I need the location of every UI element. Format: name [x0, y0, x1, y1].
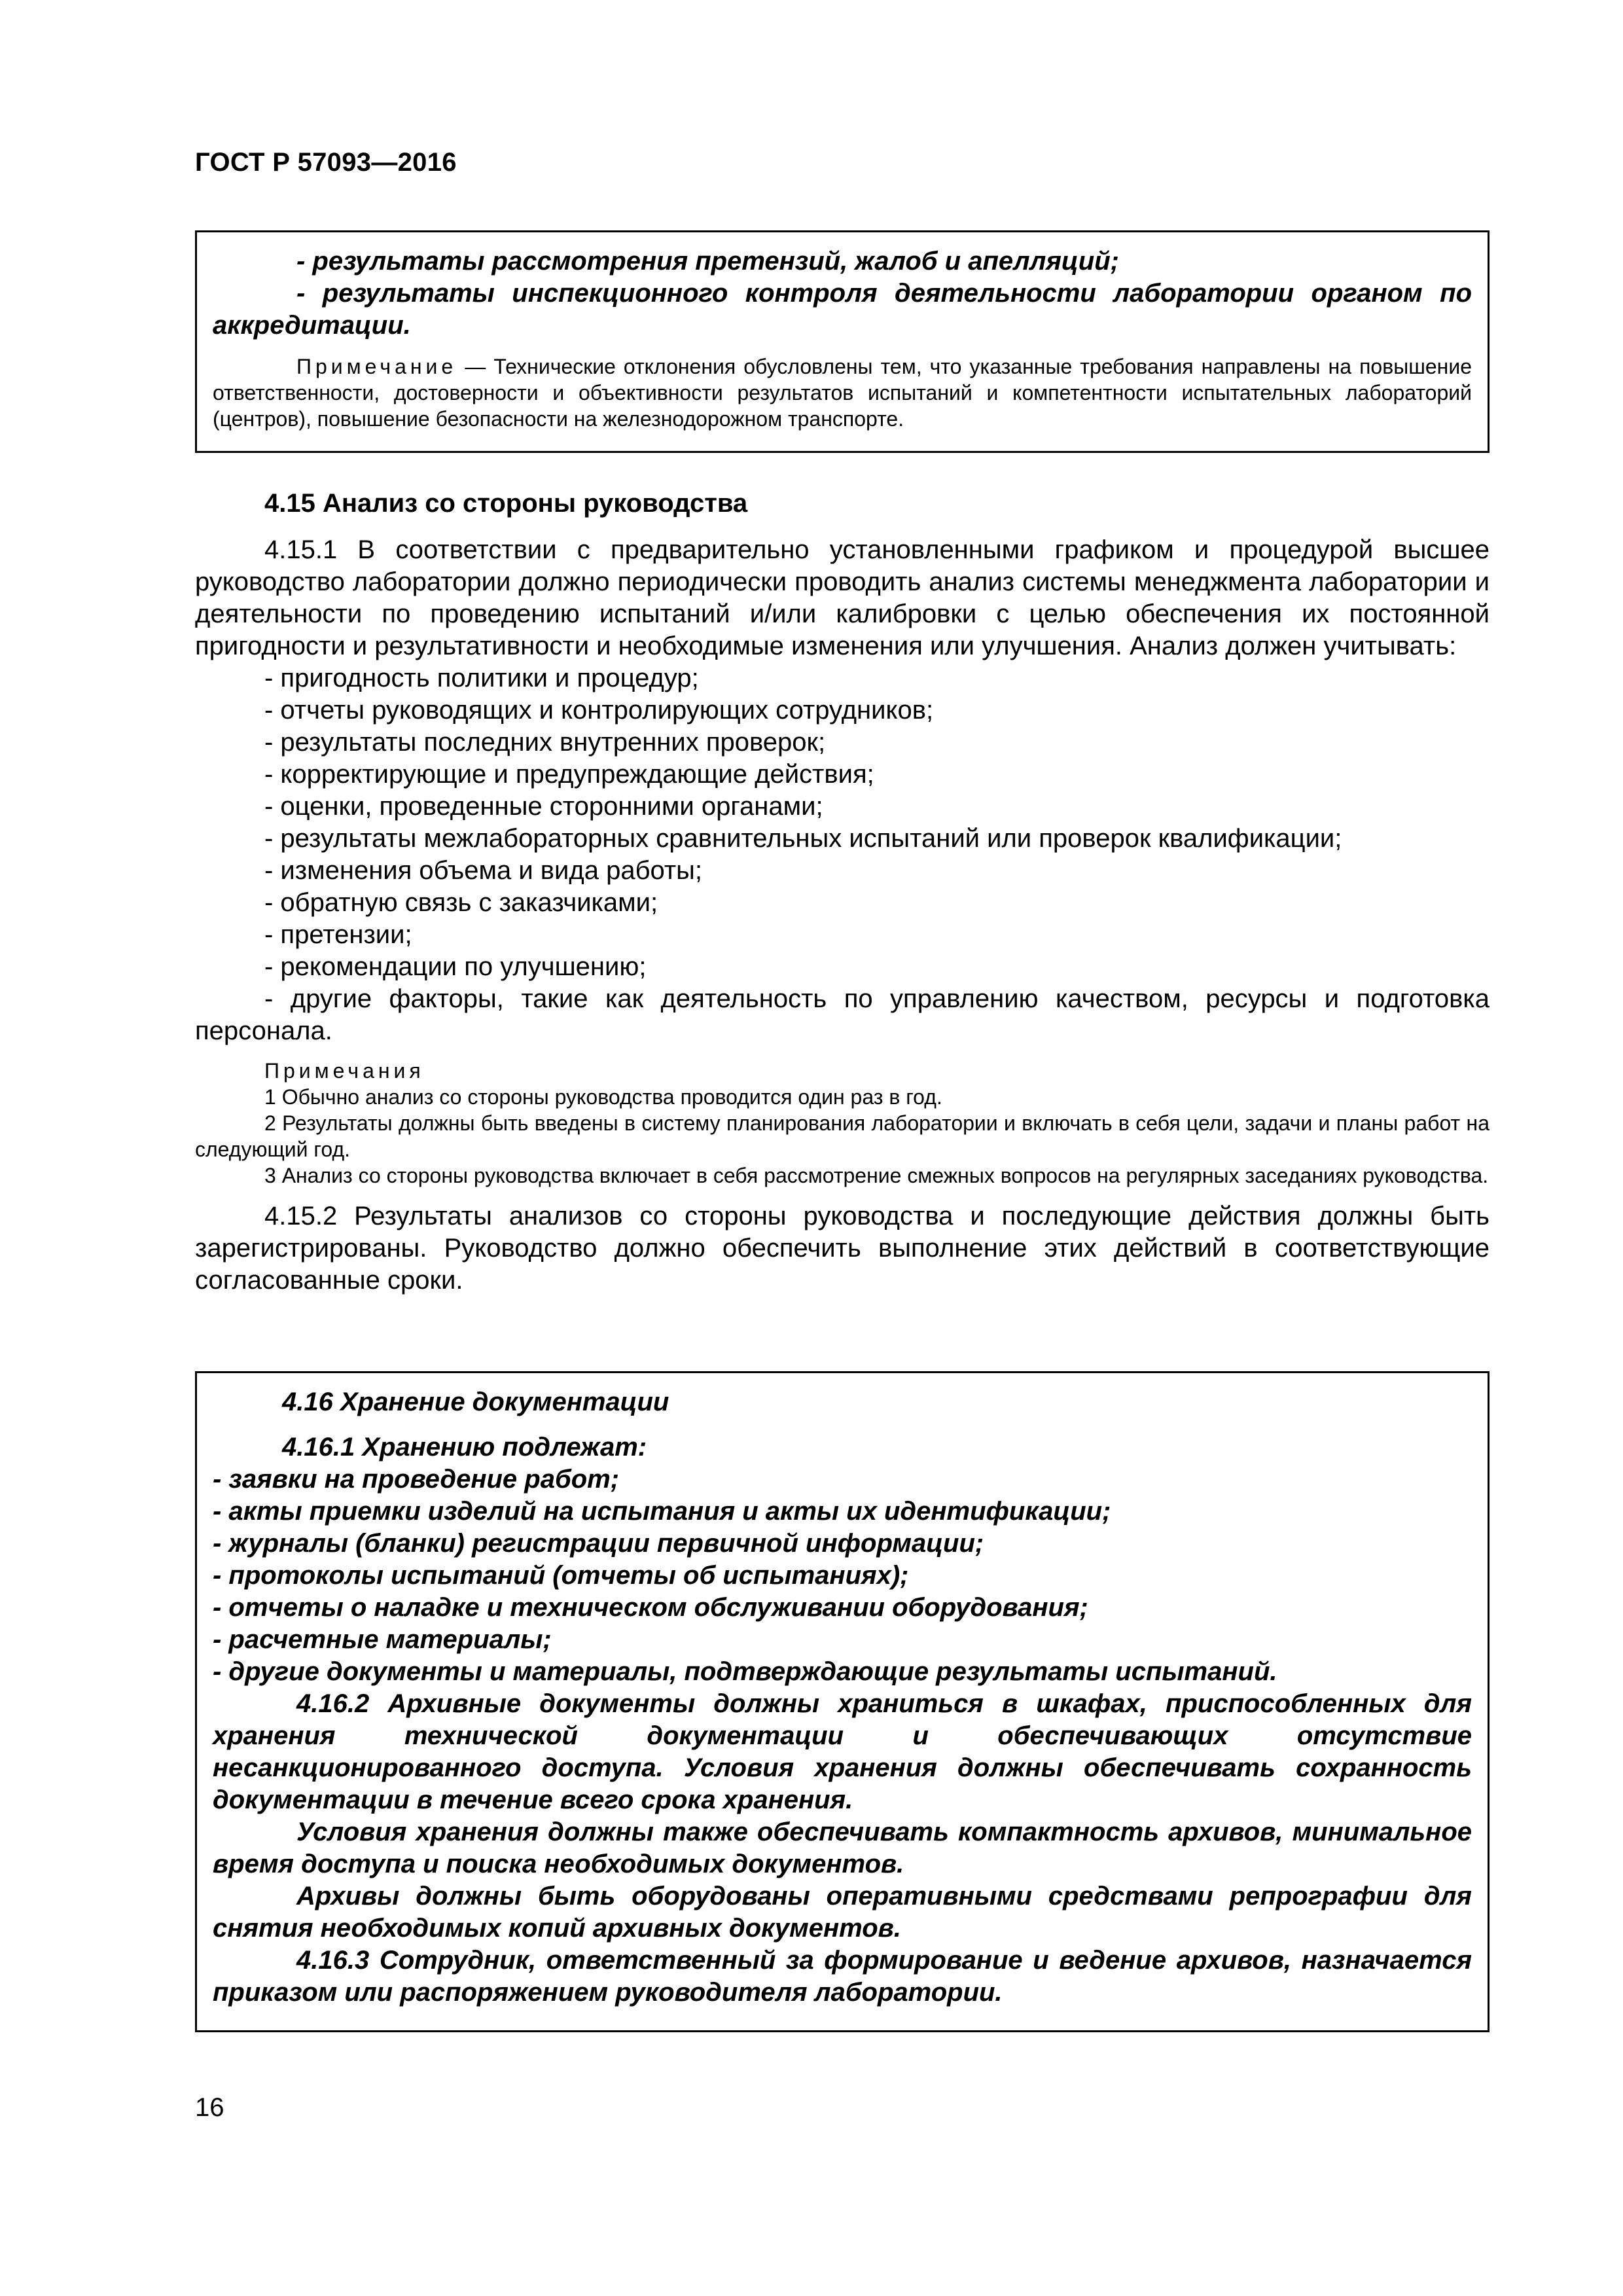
list-item: - другие документы и материалы, подтверждающие результаты испытаний. — [213, 1657, 1277, 1686]
note-item: 2 Результаты должны быть введены в систему планирования лаборатории и включать в себя цели, задачи и планы работ на следующий год. — [195, 1111, 1489, 1161]
list-item: - корректирующие и предупреждающие действия; — [264, 760, 874, 789]
paragraph-4-15-2: 4.15.2 Результаты анализов со стороны руководства и последующие действия должны быть зарегистрированы. Руководство должно обеспечить выполнение этих действий в соответствующие согласованные сроки. — [195, 1202, 1489, 1295]
paragraph-archives: Архивы должны быть оборудованы оперативными средствами репрографии для снятия необходимых копий архивных документов. — [213, 1882, 1472, 1943]
box1-note — [213, 353, 1472, 432]
list-item: - пригодность политики и процедур; — [264, 664, 699, 692]
paragraph-4-16-2: 4.16.2 Архивные документы должны храниться в шкафах, приспособленных для хранения технической документации и обеспечивающих отсутствие несанкционированного доступа. Условия хранения должны обеспечивать сохранность документации в течение всего срока хранения. — [213, 1689, 1472, 1814]
list-item: - протоколы испытаний (отчеты об испытаниях); — [213, 1561, 909, 1590]
list-item: - результаты межлабораторных сравнительных испытаний или проверок квалификации; — [264, 824, 1342, 853]
note-text: — Технические отклонения обусловлены тем, что указанные требования направлены на повышение ответственности, достоверности и объективности результатов испытаний и компетентности испытательных лабораторий (центров), повышение безопасности на железнодорожном транспорте. — [213, 355, 1472, 431]
subsection-4-16-1: 4.16.1 Хранению подлежат: — [282, 1433, 647, 1462]
note-item: 1 Обычно анализ со стороны руководства проводится один раз в год. — [264, 1085, 942, 1109]
list-item: - оценки, проведенные сторонними органами; — [264, 792, 823, 821]
list-item: - расчетные материалы; — [213, 1625, 552, 1654]
box1-item: - результаты рассмотрения претензий, жалоб и апелляций; — [296, 247, 1119, 276]
list-item: - журналы (бланки) регистрации первичной информации; — [213, 1529, 984, 1558]
list-item: - отчеты руководящих и контролирующих сотрудников; — [264, 696, 934, 725]
list-item: - заявки на проведение работ; — [213, 1465, 620, 1494]
notes-label: Примечания — [264, 1059, 425, 1083]
list-item-last: - другие факторы, такие как деятельность по управлению качеством, ресурсы и подготовка персонала. — [195, 984, 1489, 1045]
box1-item: - результаты инспекционного контроля деятельности лаборатории органом по аккредитации. — [213, 279, 1472, 340]
page-number: 16 — [195, 2093, 224, 2122]
paragraph-storage-conditions: Условия хранения должны также обеспечивать компактность архивов, минимальное время доступа и поиска необходимых документов. — [213, 1818, 1472, 1878]
list-item: - акты приемки изделий на испытания и акты их идентификации; — [213, 1497, 1111, 1526]
section-title-4-16: 4.16 Хранение документации — [282, 1388, 669, 1416]
section-4-15 — [195, 488, 1489, 1297]
paragraph-4-16-3: 4.16.3 Сотрудник, ответственный за формирование и ведение архивов, назначается приказом или распоряжением руководителя лаборатории. — [213, 1946, 1472, 2007]
list-item: - рекомендации по улучшению; — [264, 952, 647, 981]
list-item: - изменения объема и вида работы; — [264, 856, 703, 885]
list-item: - претензии; — [264, 920, 412, 949]
paragraph-4-15-1: 4.15.1 В соответствии с предварительно установленными графиком и процедурой высшее руководство лаборатории должно периодически проводить анализ системы менеджмента лаборатории и деятельности по проведению испытаний и/или калибровки с целью обеспечения их постоянной пригодности и результативности и необходимые изменения или улучшения. Анализ должен учитывать: — [195, 535, 1489, 660]
storage-list — [213, 1463, 1472, 1688]
list-item: - результаты последних внутренних проверок; — [264, 728, 826, 757]
note-label: Примечание — [296, 355, 457, 378]
analysis-list — [195, 662, 1489, 983]
document-id-header: ГОСТ Р 57093—2016 — [195, 148, 457, 177]
note-item: 3 Анализ со стороны руководства включает в себя рассмотрение смежных вопросов на регулярных заседаниях руководства. — [264, 1164, 1489, 1187]
deviation-box-2 — [195, 1371, 1489, 2032]
list-item: - обратную связь с заказчиками; — [264, 888, 658, 917]
section-title: 4.15 Анализ со стороны руководства — [264, 489, 748, 518]
deviation-box-1 — [195, 230, 1489, 453]
list-item: - отчеты о наладке и техническом обслуживании оборудования; — [213, 1593, 1088, 1622]
